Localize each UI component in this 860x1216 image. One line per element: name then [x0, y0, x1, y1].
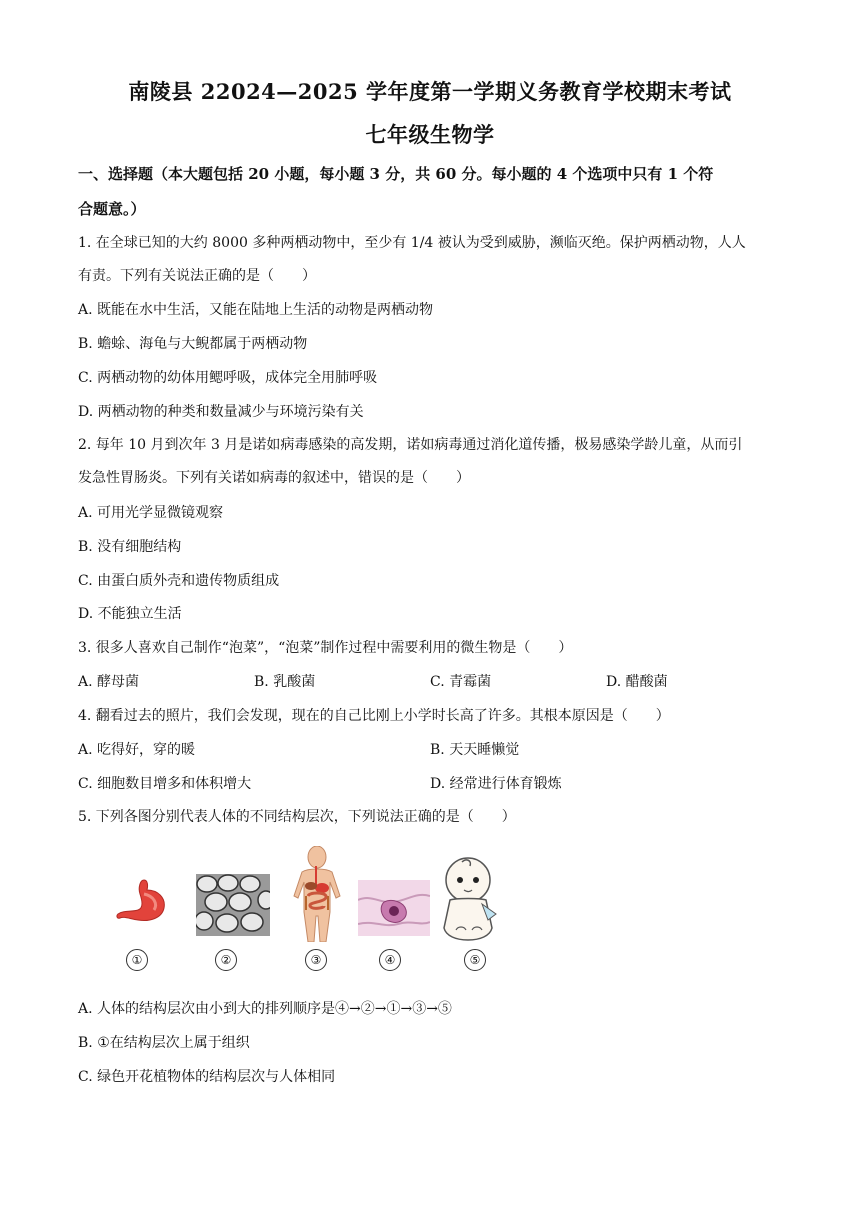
baby-icon: [438, 856, 502, 942]
q2-option-a: A. 可用光学显微镜观察: [78, 505, 224, 521]
q4-option-a: A. 吃得好，穿的暖: [78, 742, 196, 758]
digestive-system-icon: [278, 846, 356, 942]
figure-label-5: ⑤: [464, 949, 486, 971]
q4-option-c: C. 细胞数目增多和体积增大: [78, 776, 252, 792]
q5-figure: [108, 846, 508, 976]
q2-option-d: D. 不能独立生活: [78, 606, 182, 622]
q1-option-a: A. 既能在水中生活，又能在陆地上生活的动物是两栖动物: [78, 302, 434, 318]
q3-stem: 3. 很多人喜欢自己制作“泡菜”，“泡菜”制作过程中需要利用的微生物是（ ）: [78, 640, 573, 656]
q1-stem-line2: 有责。下列有关说法正确的是（ ）: [78, 268, 316, 284]
q4-option-d: D. 经常进行体育锻炼: [430, 776, 562, 792]
figure-label-4: ④: [379, 949, 401, 971]
q2-stem-line2: 发急性胃肠炎。下列有关诺如病毒的叙述中，错误的是（ ）: [78, 470, 470, 486]
q2-option-c: C. 由蛋白质外壳和遗传物质组成: [78, 573, 280, 589]
section-heading-line1: 一、选择题（本大题包括 20 小题，每小题 3 分，共 60 分。每小题的 4 个选项中只有 1 个符: [78, 165, 714, 183]
q5-option-c: C. 绿色开花植物体的结构层次与人体相同: [78, 1069, 336, 1085]
exam-title: 南陵县 22024—2025 学年度第一学期义务教育学校期末考试: [128, 79, 732, 104]
q3-option-c: C. 青霉菌: [430, 674, 492, 690]
q1-option-d: D. 两栖动物的种类和数量减少与环境污染有关: [78, 404, 364, 420]
q1-stem-line1: 1. 在全球已知的大约 8000 多种两栖动物中，至少有 1/4 被认为受到威胁，濒临灭绝。保护两栖动物，人人: [78, 235, 746, 251]
figure-label-3: ③: [305, 949, 327, 971]
q5-option-a: A. 人体的结构层次由小到大的排列顺序是④→②→①→③→⑤: [78, 1001, 452, 1017]
stomach-icon: [114, 876, 170, 926]
q5-stem: 5. 下列各图分别代表人体的不同结构层次，下列说法正确的是（ ）: [78, 809, 516, 825]
cell-icon: [358, 880, 430, 936]
q2-stem-line1: 2. 每年 10 月到次年 3 月是诺如病毒感染的高发期，诺如病毒通过消化道传播，极易感染学龄儿童，从而引: [78, 437, 743, 453]
q4-stem: 4. 翻看过去的照片，我们会发现，现在的自己比刚上小学时长高了许多。其根本原因是（ ）: [78, 708, 670, 724]
figure-label-1: ①: [126, 949, 148, 971]
tissue-cells-icon: [196, 874, 270, 936]
q3-option-a: A. 酵母菌: [78, 674, 140, 690]
figure-label-2: ②: [215, 949, 237, 971]
q4-option-b: B. 天天睡懒觉: [430, 742, 520, 758]
exam-subtitle: 七年级生物学: [365, 122, 495, 147]
q2-option-b: B. 没有细胞结构: [78, 539, 182, 555]
q3-option-b: B. 乳酸菌: [254, 674, 316, 690]
q1-option-c: C. 两栖动物的幼体用鳃呼吸，成体完全用肺呼吸: [78, 370, 378, 386]
q3-option-d: D. 醋酸菌: [606, 674, 668, 690]
q5-option-b: B. ①在结构层次上属于组织: [78, 1035, 250, 1051]
section-heading-line2: 合题意。）: [78, 200, 146, 218]
q1-option-b: B. 蟾蜍、海龟与大鲵都属于两栖动物: [78, 336, 308, 352]
